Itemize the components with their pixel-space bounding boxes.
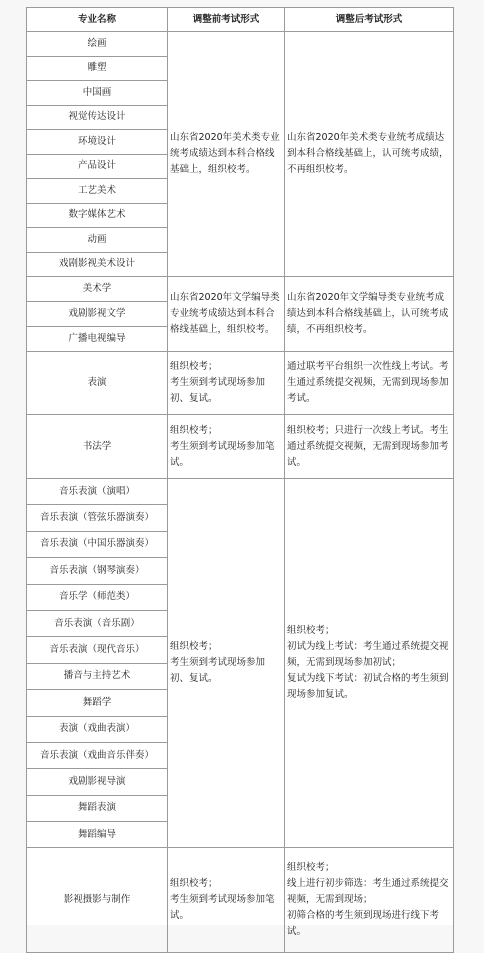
- before-exam-cell: [168, 415, 285, 479]
- major-cell: 数字媒体艺术: [27, 203, 168, 228]
- major-cell: 音乐表演（中国乐器演奏）: [27, 531, 168, 557]
- after-exam-text: 组织校考；: [287, 862, 335, 874]
- major-cell: 雕塑: [27, 56, 168, 81]
- before-exam-text: 组织校考；: [170, 424, 218, 436]
- major-cell: 产品设计: [27, 154, 168, 179]
- major-cell: 影视摄影与制作: [27, 848, 168, 953]
- before-exam-text: 山东省2020年美术类专业统考成绩达到本科合格线基础上，组织校考。: [170, 132, 280, 175]
- table-body: [27, 32, 454, 953]
- major-cell: 舞蹈表演: [27, 795, 168, 821]
- major-cell: 书法学: [27, 415, 168, 479]
- table-header-row: [27, 8, 454, 32]
- table-row: [27, 352, 454, 415]
- major-cell: 音乐表演（戏曲音乐伴奏）: [27, 742, 168, 768]
- major-cell: 表演（戏曲表演）: [27, 716, 168, 742]
- major-cell: 表演: [27, 352, 168, 415]
- after-exam-text: 组织校考；只进行一次线上考试。考生通过系统提交视频，无需到现场参加考试。: [287, 424, 449, 468]
- major-cell: 音乐表演（钢琴演奏）: [27, 558, 168, 584]
- after-exam-text: 通过联考平台组织一次性线上考试。考生通过系统提交视频，无需到现场参加考试。: [287, 361, 449, 404]
- after-exam-text: 线上进行初步筛选：考生通过系统提交视频，无需到现场；: [287, 878, 449, 906]
- major-cell: 广播电视编导: [27, 327, 168, 352]
- after-exam-text: 山东省2020年文学编导类专业统考成绩达到本科合格线基础上，认可统考成绩，不再组织校考。: [287, 292, 449, 335]
- table-row: [27, 32, 454, 57]
- major-cell: 戏剧影视美术设计: [27, 252, 168, 277]
- before-exam-text: 组织校考；: [170, 361, 218, 372]
- major-cell: 视觉传达设计: [27, 105, 168, 130]
- table-row: [27, 277, 454, 302]
- major-cell: 音乐学（师范类）: [27, 584, 168, 610]
- major-cell: 美术学: [27, 277, 168, 302]
- after-exam-text: 山东省2020年美术类专业统考成绩达到本科合格线基础上，认可统考成绩，不再组织校考。: [287, 132, 449, 175]
- before-exam-cell: [168, 479, 285, 848]
- before-exam-cell: [168, 277, 285, 352]
- major-cell: 舞蹈编导: [27, 822, 168, 848]
- major-cell: 音乐表演（音乐剧）: [27, 610, 168, 636]
- header-before: 调整前考试形式: [168, 8, 285, 32]
- after-exam-text: 初试为线上考试：考生通过系统提交视频，无需到现场参加初试；: [287, 641, 449, 669]
- admission-table-page: [26, 7, 453, 938]
- before-exam-cell: [168, 32, 285, 277]
- before-exam-cell: [168, 352, 285, 415]
- table-row: [27, 479, 454, 505]
- table-row: [27, 415, 454, 479]
- after-exam-text: 复试为线下考试：初试合格的考生须到现场参加复试。: [287, 673, 449, 701]
- major-cell: 音乐表演（现代音乐）: [27, 637, 168, 663]
- header-after: 调整后考试形式: [285, 8, 454, 32]
- after-exam-cell: [285, 32, 454, 277]
- major-cell: 动画: [27, 228, 168, 253]
- after-exam-cell: [285, 415, 454, 479]
- before-exam-text: 组织校考；: [170, 641, 218, 653]
- major-cell: 舞蹈学: [27, 690, 168, 716]
- major-cell: 环境设计: [27, 130, 168, 155]
- major-cell: 音乐表演（管弦乐器演奏）: [27, 505, 168, 531]
- after-exam-text: 初筛合格的考生须到现场进行线下考试。: [287, 910, 440, 938]
- major-cell: 绘画: [27, 32, 168, 57]
- header-major: 专业名称: [27, 8, 168, 32]
- before-exam-text: 考生须到考试现场参加笔试。: [170, 894, 275, 922]
- after-exam-text: 组织校考；: [287, 625, 335, 637]
- after-exam-cell: [285, 352, 454, 415]
- before-exam-text: 考生须到考试现场参加笔试。: [170, 440, 275, 468]
- before-exam-text: 山东省2020年文学编导类专业统考成绩达到本科合格线基础上，组织校考。: [170, 292, 280, 335]
- before-exam-text: 考生须到考试现场参加初、复试。: [170, 657, 266, 685]
- after-exam-cell: [285, 848, 454, 953]
- major-cell: 戏剧影视文学: [27, 302, 168, 327]
- major-cell: 播音与主持艺术: [27, 663, 168, 689]
- exam-format-table: [26, 7, 454, 953]
- before-exam-text: 组织校考；: [170, 878, 218, 890]
- after-exam-cell: [285, 479, 454, 848]
- major-cell: 戏剧影视导演: [27, 769, 168, 795]
- major-cell: 中国画: [27, 81, 168, 106]
- after-exam-cell: [285, 277, 454, 352]
- major-cell: 工艺美术: [27, 179, 168, 204]
- before-exam-text: 考生须到考试现场参加初、复试。: [170, 377, 266, 404]
- before-exam-cell: [168, 848, 285, 953]
- table-row: [27, 848, 454, 953]
- major-cell: 音乐表演（演唱）: [27, 479, 168, 505]
